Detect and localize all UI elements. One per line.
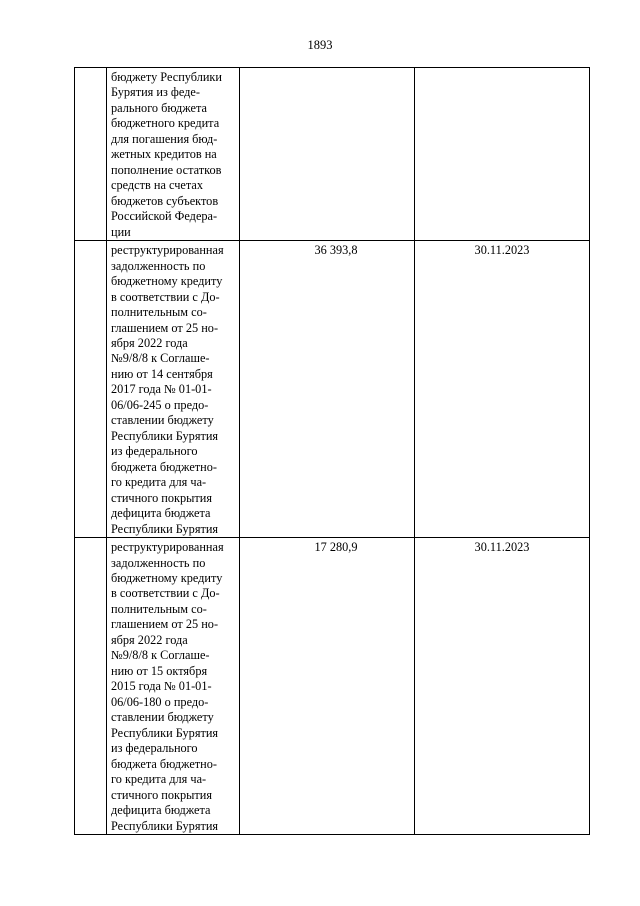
description-line: бюджета бюджетно- (111, 756, 217, 771)
description-line: глашением от 25 но- (111, 617, 219, 632)
amount-value: 36 393,8 (314, 243, 358, 258)
description-line: Российской Федера- (111, 209, 218, 224)
date-cell (415, 241, 590, 538)
date-value (415, 68, 589, 70)
description-line: нию от 15 октября (111, 663, 208, 678)
description-line: ставлении бюджету (111, 413, 214, 428)
amount-value: 17 280,9 (314, 540, 358, 555)
description-line: реструктурированная (111, 243, 224, 258)
description-line: 2017 года № 01-01- (111, 382, 212, 397)
description-line: го кредита для ча- (111, 475, 207, 490)
amount-cell (240, 538, 415, 835)
description-line: бюджетному кредиту (111, 274, 223, 289)
description-line: бюджету Республики (111, 70, 222, 84)
table-row (75, 241, 590, 538)
description-line: для погашения бюд- (111, 131, 218, 146)
amount-value (240, 68, 414, 70)
description-line: Республики Бурятия (111, 521, 219, 536)
description-line: средств на счетах (111, 178, 203, 193)
description-line: 06/06-180 о предо- (111, 694, 209, 709)
description-text (107, 538, 239, 834)
description-line: Республики Бурятия (111, 725, 219, 740)
date-value: 30.11.2023 (474, 540, 530, 555)
page-number: 1893 (307, 38, 333, 52)
description-line: №9/8/8 к Соглаше- (111, 351, 210, 366)
description-line: дефицита бюджета (111, 506, 211, 521)
description-line: №9/8/8 к Соглаше- (111, 648, 210, 663)
description-line: дефицита бюджета (111, 803, 211, 818)
description-line: нию от 14 сентября (111, 366, 213, 381)
description-line: го кредита для ча- (111, 772, 207, 787)
table-row (75, 68, 590, 241)
description-line: бюджета бюджетно- (111, 459, 217, 474)
amount-cell (240, 68, 415, 241)
description-line: Республики Бурятия (111, 818, 219, 833)
date-value: 30.11.2023 (474, 243, 530, 258)
description-text (107, 68, 239, 240)
description-line: ции (111, 224, 131, 239)
description-line: ября 2022 года (111, 335, 188, 350)
row-index-cell (75, 68, 107, 241)
description-line: 06/06-245 о предо- (111, 397, 209, 412)
row-index-cell (75, 241, 107, 538)
description-line: реструктурированная (111, 540, 224, 555)
description-line: бюджетного кредита (111, 116, 220, 131)
amount-cell (240, 241, 415, 538)
description-line: задолженность по (111, 258, 206, 273)
description-line: в соответствии с До- (111, 289, 220, 304)
description-line: задолженность по (111, 555, 206, 570)
date-cell (415, 68, 590, 241)
description-text (107, 241, 239, 537)
description-line: 2015 года № 01-01- (111, 679, 212, 694)
description-line: рального бюджета (111, 100, 207, 115)
description-line: ября 2022 года (111, 632, 188, 647)
description-line: Бурятия из феде- (111, 85, 200, 100)
description-cell (107, 68, 240, 241)
description-line: бюджетному кредиту (111, 571, 223, 585)
description-line: полнительным со- (111, 601, 207, 616)
description-cell (107, 241, 240, 538)
description-cell (107, 538, 240, 835)
description-line: стичного покрытия (111, 490, 213, 505)
description-line: в соответствии с До- (111, 586, 220, 601)
date-cell (415, 538, 590, 835)
description-line: пополнение остатков (111, 162, 222, 177)
budget-credit-table (74, 67, 590, 835)
description-line: из федерального (111, 444, 198, 459)
table-row (75, 538, 590, 835)
description-line: бюджетов субъектов (111, 193, 219, 208)
row-index-cell (75, 538, 107, 835)
description-line: стичного покрытия (111, 787, 213, 802)
description-line: Республики Бурятия (111, 428, 219, 443)
description-line: жетных кредитов на (111, 147, 217, 162)
description-line: полнительным со- (111, 305, 207, 320)
description-line: глашением от 25 но- (111, 320, 219, 335)
description-line: ставлении бюджету (111, 710, 214, 725)
description-line: из федерального (111, 741, 198, 756)
